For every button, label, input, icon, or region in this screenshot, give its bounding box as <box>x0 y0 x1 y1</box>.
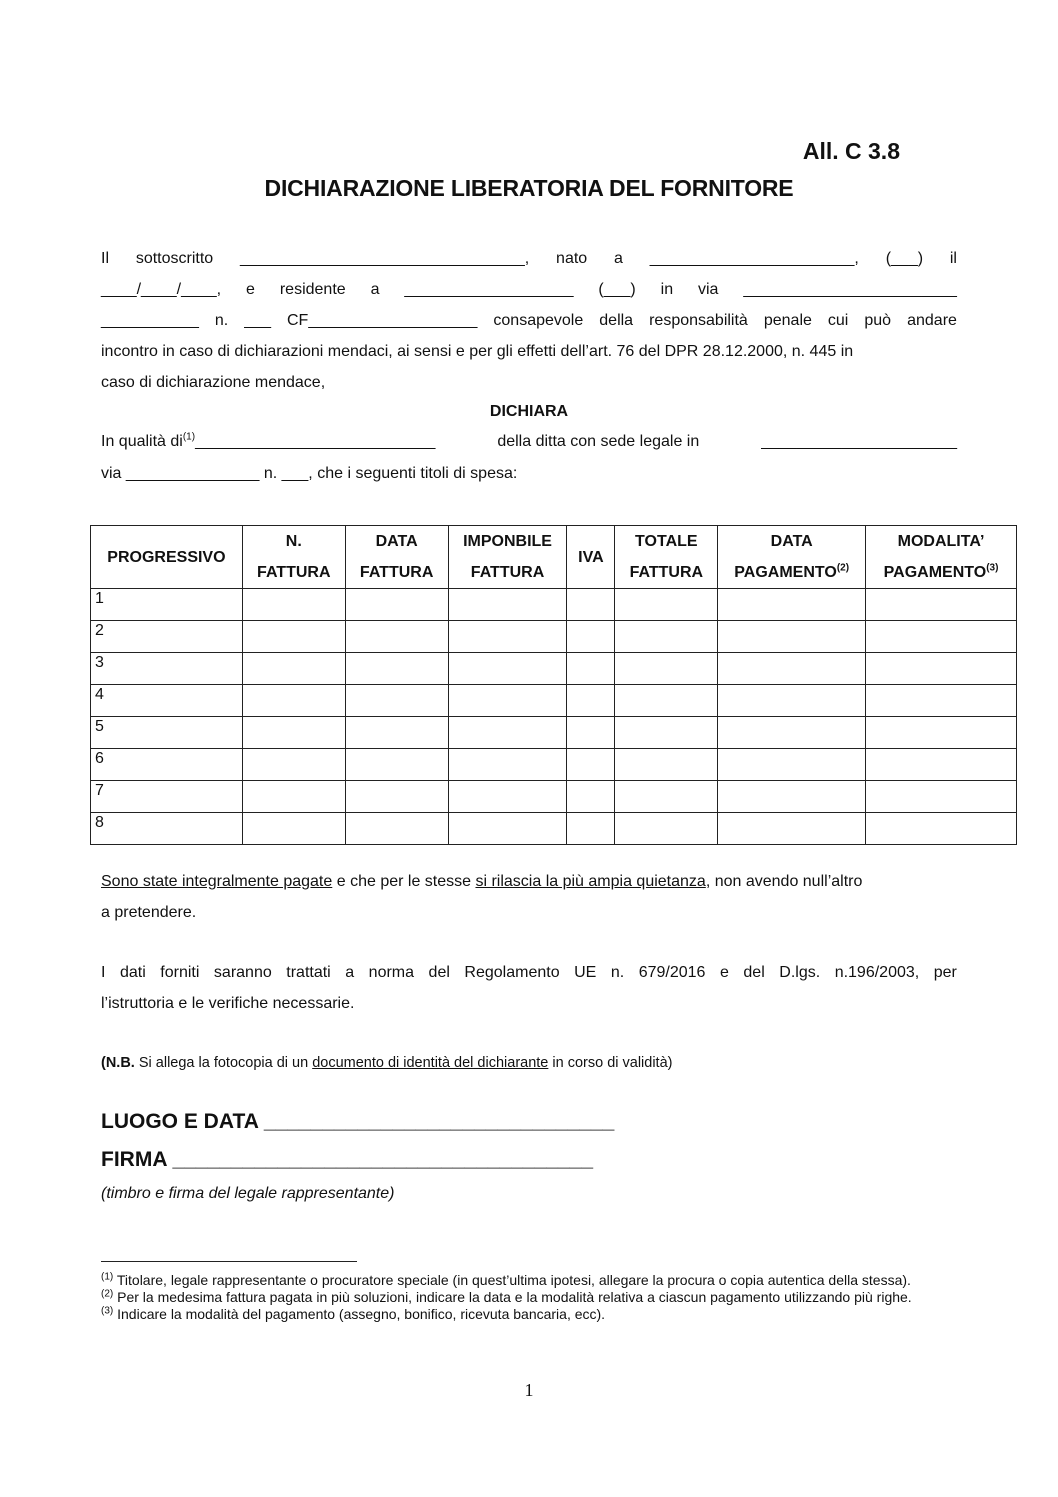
word: Il <box>101 250 109 267</box>
qualita-field[interactable]: ___________________________ <box>195 433 436 450</box>
column-header: TOTALE FATTURA <box>615 526 718 589</box>
table-cell[interactable] <box>345 653 448 685</box>
blank-field[interactable]: ___________ <box>101 312 199 329</box>
word: Regolamento <box>464 964 560 981</box>
word: a <box>370 281 380 298</box>
row-number: 6 <box>91 749 243 781</box>
word: il <box>949 250 957 267</box>
table-cell[interactable] <box>242 717 345 749</box>
word: penale <box>763 312 812 329</box>
privacy-line-2: l’istruttoria e le verifiche necessarie. <box>101 995 355 1012</box>
table-cell[interactable] <box>866 717 1017 749</box>
word: norma <box>368 964 415 981</box>
intro-line-2 <box>101 281 957 299</box>
table-cell[interactable] <box>242 685 345 717</box>
footnotes <box>101 1272 961 1323</box>
via-line: via _______________ n. ___, che i seguenti titoli di spesa: <box>101 465 518 482</box>
word: può <box>864 312 892 329</box>
blank-field[interactable]: _______________________, <box>649 250 859 267</box>
word: 679/2016 <box>638 964 706 981</box>
table-cell[interactable] <box>242 621 345 653</box>
table-cell[interactable] <box>567 717 615 749</box>
table-cell[interactable] <box>615 717 718 749</box>
table-cell[interactable] <box>448 589 567 621</box>
table-cell[interactable] <box>866 621 1017 653</box>
table-cell[interactable] <box>866 813 1017 845</box>
row-number: 1 <box>91 589 243 621</box>
word: del <box>743 964 765 981</box>
word: I <box>101 964 106 981</box>
word: n. <box>214 312 229 329</box>
word: in <box>660 281 674 298</box>
table-cell[interactable] <box>718 717 866 749</box>
table-cell[interactable] <box>615 589 718 621</box>
table-cell[interactable] <box>718 653 866 685</box>
column-header: IVA <box>567 526 615 589</box>
table-cell[interactable] <box>615 621 718 653</box>
blank-field[interactable]: ____/____/____, <box>101 281 222 298</box>
word: dati <box>119 964 146 981</box>
word: residente <box>279 281 346 298</box>
paid-statement-cont: a pretendere. <box>101 904 197 921</box>
table-cell[interactable] <box>567 813 615 845</box>
word: per <box>933 964 957 981</box>
table-row <box>91 653 1017 685</box>
word: n.196/2003, <box>834 964 920 981</box>
nb-note: (N.B. Si allega la fotocopia di un documento di identità del dichiarante in corso di validità) <box>101 1055 673 1071</box>
table-row <box>91 781 1017 813</box>
intro-line-3 <box>101 312 957 330</box>
table-row <box>91 717 1017 749</box>
word: del <box>428 964 450 981</box>
table-row <box>91 749 1017 781</box>
word: saranno <box>213 964 272 981</box>
table-body <box>91 589 1017 845</box>
table-cell[interactable] <box>345 813 448 845</box>
table-cell[interactable] <box>866 653 1017 685</box>
word: via <box>698 281 719 298</box>
footnote: $^{(3)}$ Indicare la modalità del pagamento (assegno, bonifico, ricevuta bancaria, ecc). <box>101 1305 606 1322</box>
word: e <box>246 281 255 298</box>
table-row <box>91 813 1017 845</box>
word: cui <box>827 312 849 329</box>
blank-field[interactable]: (___) <box>885 250 924 267</box>
table-cell[interactable] <box>718 621 866 653</box>
table-cell[interactable] <box>448 653 567 685</box>
table-cell[interactable] <box>718 749 866 781</box>
table-cell[interactable] <box>615 781 718 813</box>
blank-field[interactable]: (___) <box>598 281 636 298</box>
table-cell[interactable] <box>242 781 345 813</box>
word: UE <box>574 964 597 981</box>
qualita-line <box>101 433 957 451</box>
word: e <box>719 964 729 981</box>
intro-line-4: incontro in caso di dichiarazioni mendaci, ai sensi e per gli effetti dell’art. 76 del DPR 28.12.2000, n. 445 in <box>101 343 854 360</box>
table-cell[interactable] <box>448 717 567 749</box>
table-cell[interactable] <box>718 781 866 813</box>
word: trattati <box>286 964 331 981</box>
blank-field[interactable]: CF___________________ <box>286 312 478 329</box>
signature-note: (timbro e firma del legale rappresentante) <box>101 1185 395 1202</box>
table-cell[interactable] <box>615 653 718 685</box>
intro-line-1 <box>101 250 957 268</box>
paid-statement: Sono state integralmente pagate e che per le stesse si rilascia la più ampia quietanza, non avendo null’altro <box>101 873 863 890</box>
row-number: 5 <box>91 717 243 749</box>
table-cell[interactable] <box>718 813 866 845</box>
table-row <box>91 685 1017 717</box>
blank-field[interactable]: ___________________ <box>404 281 574 298</box>
word: D.lgs. <box>779 964 821 981</box>
table-cell[interactable] <box>345 685 448 717</box>
footnote: $^{(2)}$ Per la medesima fattura pagata in più soluzioni, indicare la data e la modalità relativa a ciascun pagamento utilizzando più righe. <box>101 1288 912 1305</box>
table-cell[interactable] <box>615 813 718 845</box>
row-number: 3 <box>91 653 243 685</box>
table-cell[interactable] <box>866 589 1017 621</box>
column-header: MODALITA’ PAGAMENTO$^{(3)}$ <box>866 526 1017 589</box>
table-cell[interactable] <box>615 749 718 781</box>
table-cell[interactable] <box>345 781 448 813</box>
luogo-data-field[interactable]: LUOGO E DATA ______________________________ <box>101 1110 615 1133</box>
intro-line-5: caso di dichiarazione mendace, <box>101 374 326 391</box>
row-number: 4 <box>91 685 243 717</box>
word: a <box>614 250 623 267</box>
row-number: 7 <box>91 781 243 813</box>
word: forniti <box>160 964 200 981</box>
table-cell[interactable] <box>242 749 345 781</box>
table-cell[interactable] <box>448 621 567 653</box>
word: a <box>345 964 355 981</box>
column-header: DATA FATTURA <box>345 526 448 589</box>
page-number: 1 <box>524 1380 534 1400</box>
table-cell[interactable] <box>567 685 615 717</box>
blank-field[interactable]: ___ <box>244 312 271 329</box>
table-cell[interactable] <box>567 621 615 653</box>
table-cell[interactable] <box>567 653 615 685</box>
word: consapevole <box>493 312 584 329</box>
privacy-line-1 <box>101 964 957 982</box>
row-number: 2 <box>91 621 243 653</box>
column-header: IMPONBILE FATTURA <box>448 526 567 589</box>
table-header-row <box>91 526 1017 589</box>
table-row <box>91 589 1017 621</box>
qualita-label: In qualità $di^{(1)}\_\_\_\_\_\_\_\_\_\_\_\_\_\_\_\_\_\_\_\_\_\_\_\_\_\_\_$ <box>101 431 436 450</box>
table-cell[interactable] <box>345 589 448 621</box>
table-cell[interactable] <box>448 781 567 813</box>
blank-field[interactable]: ________________________ <box>743 281 957 298</box>
table-cell[interactable] <box>718 589 866 621</box>
invoice-table <box>90 525 1017 845</box>
table-cell[interactable] <box>345 621 448 653</box>
table-cell[interactable] <box>345 749 448 781</box>
table-cell[interactable] <box>567 589 615 621</box>
footnote: $^{(1)}$ Titolare, legale rappresentante o procuratore speciale (in quest’ultima ipotesi, allegare la procura o copia autentica della stessa). <box>101 1271 911 1288</box>
word: nato <box>556 250 588 267</box>
table-cell[interactable] <box>242 589 345 621</box>
word: della <box>599 312 634 329</box>
table-cell[interactable] <box>448 749 567 781</box>
sede-field[interactable]: ______________________ <box>761 433 957 450</box>
column-header: PROGRESSIVO <box>91 526 243 589</box>
blank-field[interactable]: ________________________________, <box>240 250 530 267</box>
table-cell[interactable] <box>866 749 1017 781</box>
word: responsabilità <box>649 312 748 329</box>
column-header: DATA PAGAMENTO$^{(2)}$ <box>718 526 866 589</box>
table-cell[interactable] <box>567 781 615 813</box>
word: andare <box>907 312 957 329</box>
dichiara-heading: DICHIARA <box>489 403 569 420</box>
table-cell[interactable] <box>866 781 1017 813</box>
table-cell[interactable] <box>567 749 615 781</box>
sede-label: della ditta con sede legale in <box>497 433 700 450</box>
table-row <box>91 621 1017 653</box>
footnote-divider <box>101 1261 357 1262</box>
table-cell[interactable] <box>345 717 448 749</box>
table-cell[interactable] <box>615 685 718 717</box>
document-title: DICHIARAZIONE LIBERATORIA DEL FORNITORE <box>264 175 794 201</box>
allegato-code: All. C 3.8 <box>802 138 900 164</box>
row-number: 8 <box>91 813 243 845</box>
word: n. <box>610 964 625 981</box>
table-cell[interactable] <box>866 685 1017 717</box>
table-cell[interactable] <box>242 653 345 685</box>
firma-field[interactable]: FIRMA ____________________________________ <box>101 1148 593 1171</box>
table-cell[interactable] <box>242 813 345 845</box>
table-cell[interactable] <box>718 685 866 717</box>
table-cell[interactable] <box>448 813 567 845</box>
word: sottoscritto <box>135 250 214 267</box>
column-header: N. FATTURA <box>242 526 345 589</box>
table-cell[interactable] <box>448 685 567 717</box>
